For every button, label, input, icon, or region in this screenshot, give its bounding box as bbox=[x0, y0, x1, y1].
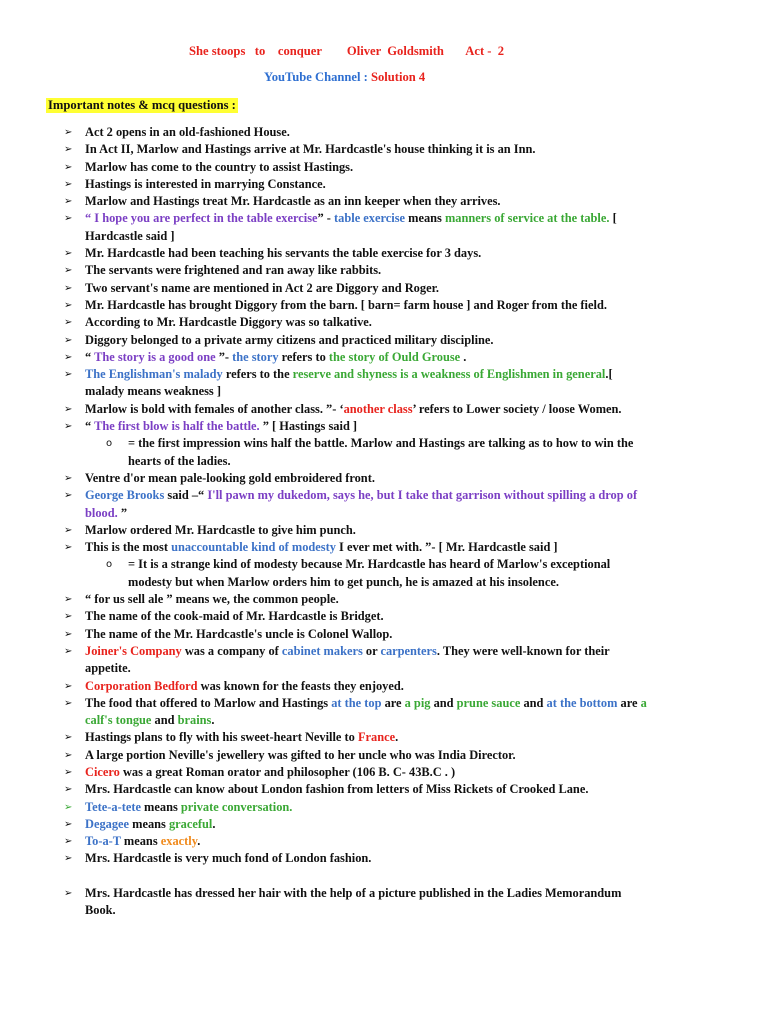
note-item bbox=[0, 245, 768, 262]
arrow-bullet-icon: ➢ bbox=[64, 628, 73, 640]
sub-note-item bbox=[0, 435, 768, 470]
note-item bbox=[0, 522, 768, 539]
note-text: .[ malady means weakness ] bbox=[85, 367, 613, 399]
note-text: ” bbox=[117, 505, 128, 520]
arrow-bullet-icon: ➢ bbox=[64, 836, 73, 848]
note-text: Ventre d'or mean pale-looking gold embroidered front. bbox=[85, 470, 375, 485]
note-text: Marlow is bold with females of another class. ”- ‘ bbox=[85, 401, 344, 416]
arrow-bullet-icon: ➢ bbox=[64, 213, 73, 225]
note-text: refers to bbox=[278, 349, 329, 364]
arrow-bullet-icon: ➢ bbox=[64, 766, 73, 778]
note-text: or bbox=[362, 643, 381, 658]
note-item bbox=[0, 591, 768, 608]
note-text: Cicero bbox=[85, 764, 120, 779]
note-text: I'll pawn my dukedom, says he, but I take that garrison without spilling a drop of blood. bbox=[85, 488, 638, 520]
note-text: cabinet makers bbox=[281, 643, 363, 658]
note-text: and bbox=[520, 695, 547, 710]
note-text: “ for us sell ale ” means we, the common people. bbox=[85, 592, 339, 607]
note-text: “ bbox=[85, 349, 95, 364]
note-item bbox=[0, 539, 768, 556]
note-text: . bbox=[211, 713, 215, 728]
note-text: Diggory belonged to a private army citizens and practiced military discipline. bbox=[85, 332, 494, 347]
note-item bbox=[0, 124, 768, 141]
arrow-bullet-icon: ➢ bbox=[64, 749, 73, 761]
note-text: brains bbox=[177, 713, 212, 728]
note-item bbox=[0, 176, 768, 193]
note-item bbox=[0, 643, 768, 678]
note-text: carpenters bbox=[380, 643, 437, 658]
note-text: was a great Roman orator and philosopher (106 B. C- 43B.C . ) bbox=[119, 764, 456, 779]
note-item bbox=[0, 850, 768, 867]
note-text: a calf's tongue bbox=[85, 695, 647, 728]
arrow-bullet-icon: ➢ bbox=[64, 127, 73, 138]
note-text: The food that offered to Marlow and Hastings bbox=[85, 695, 332, 710]
note-text: Two servant's name are mentioned in Act 2 are Diggory and Roger. bbox=[85, 280, 440, 295]
note-text: Joiner's Company bbox=[85, 643, 182, 658]
note-text: Mrs. Hardcastle can know about London fashion from letters of Miss Rickets of Crooked Lane. bbox=[85, 782, 589, 797]
note-item bbox=[0, 885, 768, 920]
circle-bullet-icon: o bbox=[106, 438, 113, 450]
note-text: Hastings is interested in marrying Constance. bbox=[85, 176, 326, 191]
note-text: The story is a good one bbox=[94, 349, 219, 364]
note-item bbox=[0, 332, 768, 349]
youtube-channel-line bbox=[264, 70, 768, 85]
note-text: exactly bbox=[160, 834, 198, 849]
note-text: Mr. Hardcastle had been teaching his servants the table exercise for 3 days. bbox=[85, 246, 482, 261]
arrow-bullet-icon: ➢ bbox=[64, 178, 73, 190]
note-text: Act 2 opens in an old-fashioned House. bbox=[85, 125, 290, 139]
arrow-bullet-icon: ➢ bbox=[64, 265, 73, 277]
note-item bbox=[0, 833, 768, 850]
arrow-bullet-icon: ➢ bbox=[64, 611, 73, 623]
note-text: graceful bbox=[168, 816, 213, 831]
note-text: The name of the Mr. Hardcastle's uncle is Colonel Wallop. bbox=[85, 626, 393, 641]
note-text: table exercise bbox=[334, 211, 406, 226]
note-item bbox=[0, 470, 768, 487]
note-text: private conversation. bbox=[180, 799, 293, 814]
note-text: ’ refers to Lower society / loose Women. bbox=[412, 401, 622, 416]
note-text: and bbox=[151, 713, 178, 728]
notes-heading: Important notes & mcq questions : bbox=[48, 98, 236, 112]
arrow-bullet-icon: ➢ bbox=[64, 472, 73, 484]
note-item bbox=[0, 487, 768, 522]
note-item bbox=[0, 764, 768, 781]
note-text: To-a-T bbox=[85, 834, 121, 849]
note-text: I ever met with. ”- [ Mr. Hardcastle said ] bbox=[335, 540, 558, 555]
arrow-bullet-icon: ➢ bbox=[64, 196, 73, 208]
note-text: Marlow and Hastings treat Mr. Hardcastle as an inn keeper when they arrives. bbox=[85, 194, 501, 209]
note-text: means bbox=[129, 816, 169, 831]
note-item bbox=[0, 729, 768, 746]
note-text: Marlow ordered Mr. Hardcastle to give him punch. bbox=[85, 522, 356, 537]
note-text: [ Hardcastle said ] bbox=[85, 211, 617, 243]
arrow-bullet-icon: ➢ bbox=[64, 317, 73, 329]
arrow-bullet-icon: ➢ bbox=[64, 645, 73, 657]
arrow-bullet-icon: ➢ bbox=[64, 853, 73, 865]
note-item bbox=[0, 210, 768, 245]
note-text: prune sauce bbox=[456, 695, 521, 710]
note-text: George Brooks bbox=[85, 488, 165, 503]
channel-name: Solution 4 bbox=[370, 70, 426, 84]
note-text: means bbox=[140, 799, 181, 814]
note-text: Corporation Bedford bbox=[85, 678, 198, 693]
circle-bullet-icon: o bbox=[106, 559, 113, 571]
arrow-bullet-icon: ➢ bbox=[64, 887, 73, 899]
arrow-bullet-icon: ➢ bbox=[64, 299, 73, 311]
note-text: was a company of bbox=[181, 643, 282, 658]
note-item bbox=[0, 799, 768, 816]
note-item bbox=[0, 193, 768, 210]
note-text: unaccountable kind of modesty bbox=[171, 540, 336, 555]
note-text: another class bbox=[343, 401, 413, 416]
note-text: . bbox=[460, 349, 467, 364]
note-item bbox=[0, 314, 768, 331]
note-item bbox=[0, 678, 768, 695]
note-text: Hastings plans to fly with his sweet-heart Neville to bbox=[85, 730, 358, 745]
notes-list bbox=[0, 124, 768, 919]
arrow-bullet-icon: ➢ bbox=[64, 403, 73, 415]
note-text: The first blow is half the battle. bbox=[94, 419, 263, 434]
note-text: Tete-a-tete bbox=[85, 799, 141, 814]
note-text: a pig bbox=[404, 695, 431, 710]
arrow-bullet-icon: ➢ bbox=[64, 801, 73, 813]
arrow-bullet-icon: ➢ bbox=[64, 421, 73, 433]
note-text: said –“ bbox=[164, 488, 208, 503]
note-text: = It is a strange kind of modesty because Mr. Hardcastle has heard of Marlow's exceptional modesty but when Marlow orders him to get punch, he is amazed at his insolence. bbox=[128, 557, 611, 589]
document-title: She stoops to conquer Oliver Goldsmith Act - 2 bbox=[189, 44, 505, 58]
arrow-bullet-icon: ➢ bbox=[64, 697, 73, 709]
note-text: In Act II, Marlow and Hastings arrive at Mr. Hardcastle's house thinking it is an Inn. bbox=[85, 142, 536, 157]
arrow-bullet-icon: ➢ bbox=[64, 524, 73, 536]
note-item bbox=[0, 349, 768, 366]
note-text: are bbox=[381, 695, 405, 710]
note-text: The servants were frightened and ran away like rabbits. bbox=[85, 263, 382, 278]
note-text: . bbox=[395, 730, 399, 745]
note-text: This is the most bbox=[85, 540, 172, 555]
note-item bbox=[0, 401, 768, 418]
note-text: and bbox=[430, 695, 457, 710]
note-item bbox=[0, 159, 768, 176]
note-text: Mrs. Hardcastle is very much fond of London fashion. bbox=[85, 851, 372, 866]
note-text: “ bbox=[85, 211, 95, 226]
note-text: are bbox=[617, 695, 641, 710]
arrow-bullet-icon: ➢ bbox=[64, 490, 73, 502]
note-text: means bbox=[405, 211, 445, 226]
arrow-bullet-icon: ➢ bbox=[64, 542, 73, 554]
channel-label: YouTube Channel : bbox=[264, 70, 371, 84]
note-item bbox=[0, 262, 768, 279]
note-text: The name of the cook-maid of Mr. Hardcastle is Bridget. bbox=[85, 609, 384, 624]
arrow-bullet-icon: ➢ bbox=[64, 248, 73, 260]
note-item bbox=[0, 608, 768, 625]
note-item bbox=[0, 280, 768, 297]
arrow-bullet-icon: ➢ bbox=[64, 369, 73, 381]
arrow-bullet-icon: ➢ bbox=[64, 732, 73, 744]
note-text: . bbox=[197, 834, 201, 849]
note-text: Mr. Hardcastle has brought Diggory from the barn. [ barn= farm house ] and Roger from the field. bbox=[85, 297, 607, 312]
note-item bbox=[0, 418, 768, 435]
note-text: Degagee bbox=[85, 816, 130, 831]
note-text: Marlow has come to the country to assist Hastings. bbox=[85, 159, 354, 174]
arrow-bullet-icon: ➢ bbox=[64, 282, 73, 294]
note-text: means bbox=[120, 834, 161, 849]
note-text: was known for the feasts they enjoyed. bbox=[197, 678, 404, 693]
note-text: at the bottom bbox=[546, 695, 618, 710]
note-item bbox=[0, 626, 768, 643]
note-text: = the first impression wins half the battle. Marlow and Hastings are talking as to how to win the hearts of the ladies. bbox=[128, 436, 634, 468]
arrow-bullet-icon: ➢ bbox=[64, 784, 73, 796]
note-text: ” [ Hastings said ] bbox=[262, 419, 358, 434]
note-text: The Englishman's malady bbox=[85, 367, 223, 382]
note-item bbox=[0, 747, 768, 764]
note-text: Mrs. Hardcastle has dressed her hair with the help of a picture published in the Ladies Memorandum Book. bbox=[85, 885, 622, 918]
note-item bbox=[0, 141, 768, 158]
note-text: France bbox=[357, 730, 396, 745]
note-item bbox=[0, 781, 768, 798]
note-text: . bbox=[212, 816, 216, 831]
note-text: . They were well-known for their appetite. bbox=[85, 643, 610, 676]
note-text: ” - bbox=[317, 211, 335, 226]
note-item bbox=[0, 366, 768, 401]
note-text: “ bbox=[85, 419, 95, 434]
note-text: reserve and shyness is a weakness of Englishmen in general bbox=[292, 367, 606, 382]
note-text: According to Mr. Hardcastle Diggory was so talkative. bbox=[85, 315, 372, 330]
arrow-bullet-icon: ➢ bbox=[64, 818, 73, 830]
arrow-bullet-icon: ➢ bbox=[64, 334, 73, 346]
note-text: ”- bbox=[218, 349, 233, 364]
note-text: the story bbox=[232, 349, 279, 364]
arrow-bullet-icon: ➢ bbox=[64, 594, 73, 606]
note-item bbox=[0, 297, 768, 314]
note-text: manners of service at the table. bbox=[444, 211, 610, 226]
note-text: at the top bbox=[331, 695, 382, 710]
note-text: the story of Ould Grouse bbox=[328, 349, 461, 364]
arrow-bullet-icon: ➢ bbox=[64, 161, 73, 173]
arrow-bullet-icon: ➢ bbox=[64, 680, 73, 692]
arrow-bullet-icon: ➢ bbox=[64, 351, 73, 363]
sub-note-item bbox=[0, 556, 768, 591]
note-text: I hope you are perfect in the table exercise bbox=[94, 211, 318, 226]
note-text: A large portion Neville's jewellery was gifted to her uncle who was India Director. bbox=[85, 747, 516, 762]
note-item bbox=[0, 816, 768, 833]
note-text: refers to the bbox=[222, 367, 293, 382]
note-item bbox=[0, 695, 768, 730]
arrow-bullet-icon: ➢ bbox=[64, 144, 73, 156]
